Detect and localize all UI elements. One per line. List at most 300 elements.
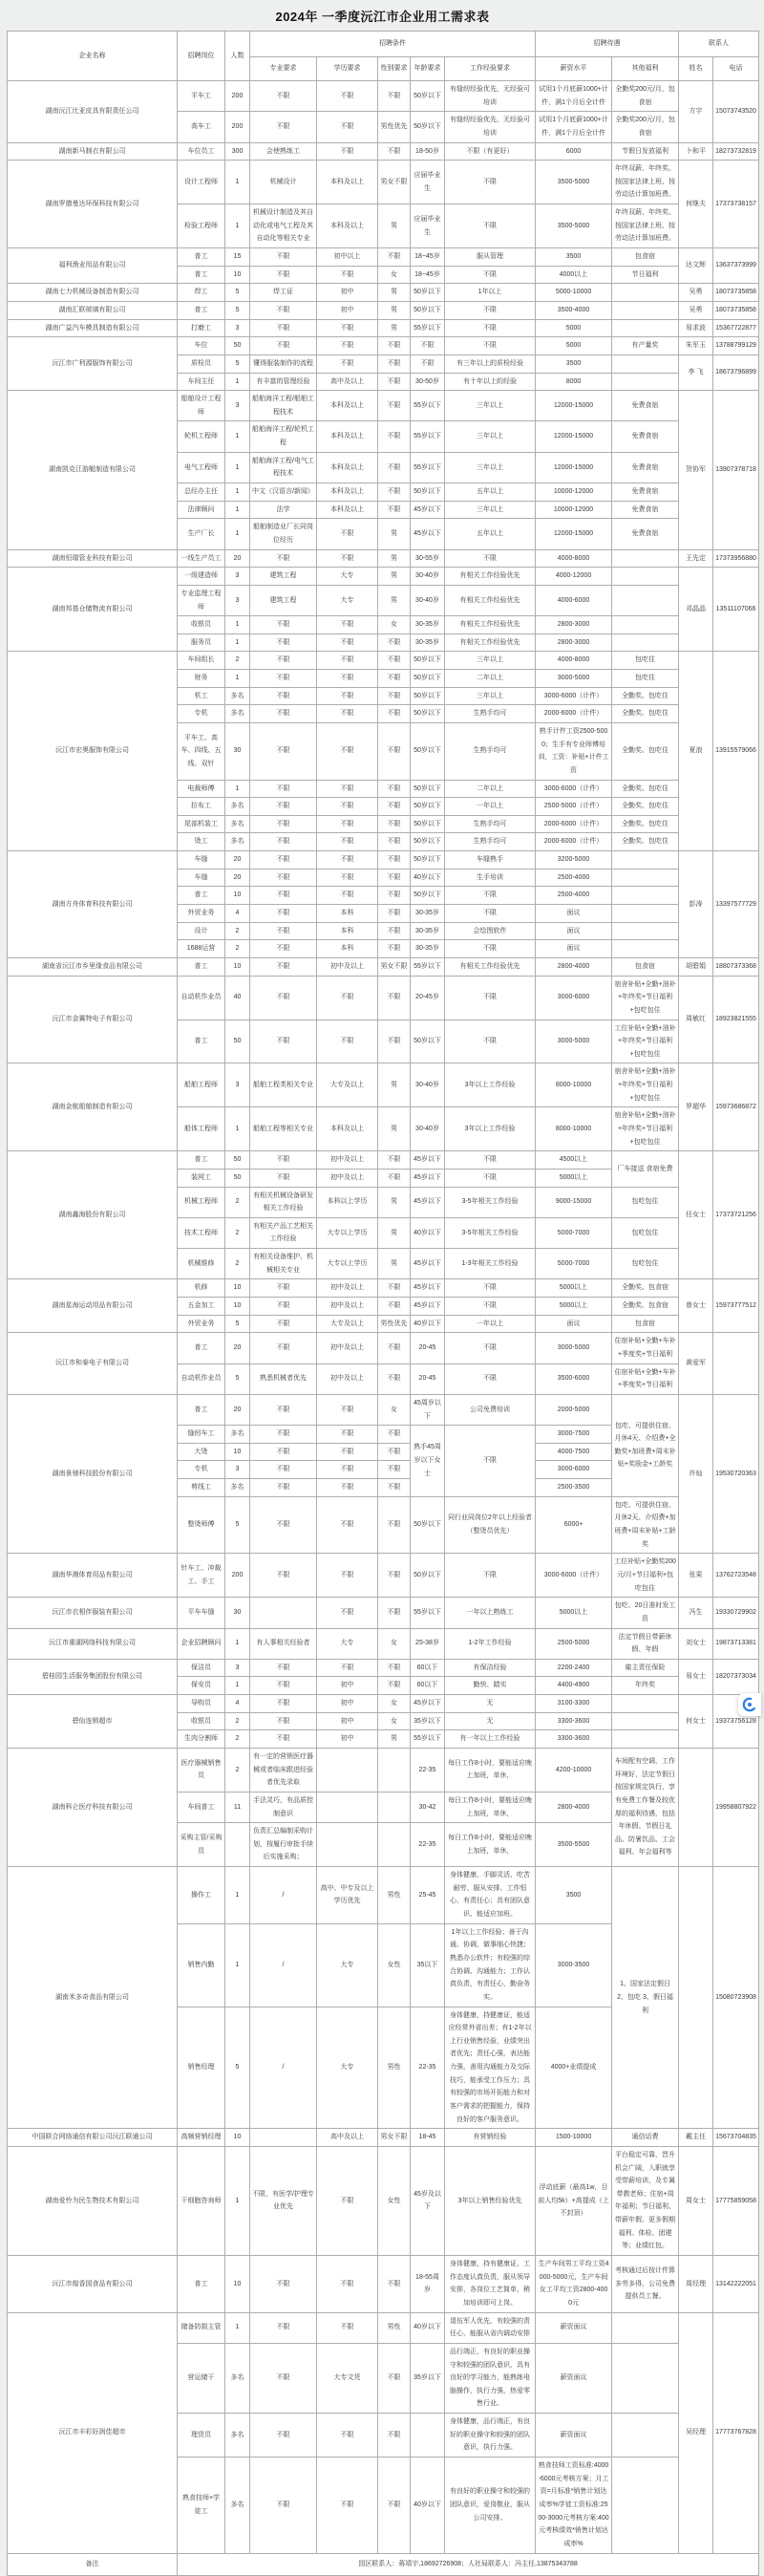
cell-major: 船舶工程类相关专业: [250, 1063, 317, 1107]
cell-position: 装网工: [178, 1169, 225, 1187]
cell-welfare: 包吃包住: [612, 1249, 679, 1279]
cell-major: 不限: [250, 922, 317, 940]
cell-welfare: [612, 940, 679, 958]
cell-count: 3: [225, 1659, 250, 1677]
cell-company: 湖南邦基仓储物流有限公司: [8, 568, 178, 652]
cell-welfare: 全勤奖200元/月，包食宿: [612, 112, 679, 142]
cell-education: 不限: [317, 1426, 378, 1444]
cell-position: 平车工、高车、四线、五线、双针: [178, 722, 225, 780]
cell-major: 不限: [250, 248, 317, 267]
cell-gender: 男: [378, 1107, 411, 1151]
cell-experience: 身体健康、手脚灵活、吃苦耐劳、服从安排、工作恒心、有责任心；具有团队意识、能适应加班。: [445, 1867, 536, 1924]
cell-gender: 男性优先: [378, 112, 411, 142]
cell-education: 本科及以上: [317, 204, 378, 248]
cell-contact-name: 朱军玉: [679, 337, 713, 355]
cell-experience: 生熟手均可: [445, 815, 536, 833]
cell-major: 不限: [250, 549, 317, 568]
cell-age: 30-35岁: [411, 940, 445, 958]
cell-experience: 3年以上工作经验: [445, 1107, 536, 1151]
cell-contact-name: 周经理: [679, 2256, 713, 2313]
cell-position: 平车车缝: [178, 1598, 225, 1628]
cell-count: 2: [225, 1748, 250, 1792]
cell-welfare: 免费食宿: [612, 391, 679, 421]
cell-education: 初中: [317, 1695, 378, 1713]
cell-experience: 3-5年相关工作经验: [445, 1217, 536, 1248]
cell-age: 30-40岁: [411, 585, 445, 615]
cell-contact-phone: 18923821555: [713, 976, 759, 1063]
cell-count: 2: [225, 1187, 250, 1217]
cell-welfare: 工位补贴+全勤+油补+年终奖+节日福利+包吃包住: [612, 1020, 679, 1063]
cell-gender: 不限: [378, 373, 411, 391]
cell-major: 不限: [250, 1677, 317, 1695]
cell-company: 沅江市金翼特电子有限公司: [8, 976, 178, 1063]
cell-major: [250, 2129, 317, 2147]
cell-education: 不限: [317, 1554, 378, 1598]
cell-major: 不限: [250, 1151, 317, 1170]
cell-position: 法律顾问: [178, 501, 225, 519]
cell-gender: 不限: [378, 354, 411, 373]
cell-major: 不限: [250, 851, 317, 869]
cell-experience: 有三年以上的质检经验: [445, 354, 536, 373]
cell-experience: 不限: [445, 161, 536, 204]
cell-welfare: 包吃、可提供住宿、月休4天、介绍费+全勤奖+加班费+周末补贴+奖励金+工龄奖: [612, 1394, 679, 1496]
cell-education: 不限: [317, 266, 378, 284]
cell-education: 高中及以上: [317, 2129, 378, 2147]
cell-experience: 不限: [445, 905, 536, 923]
cell-count: 1: [225, 501, 250, 519]
cell-major: 有相关机械设备研发相关工作经验: [250, 1187, 317, 1217]
cell-salary: 2800-3000: [536, 633, 612, 652]
cell-experience: 每日工作8小时，要能适应晚上加班，单休，: [445, 1823, 536, 1867]
cell-position: 专机: [178, 705, 225, 723]
cell-salary: 熟食技师工资标准:4000-6000元考核方案；月工资=月标准*销售计划达成率%学徒工资标准:2500-3000元考核方案:400元考核绩效*销售计划达成率%: [536, 2458, 612, 2553]
cell-gender: 不限: [378, 687, 411, 705]
cell-major: 不限: [250, 319, 317, 337]
cell-welfare: 住宿补贴+全勤+车补+季度奖+节日福利: [612, 1333, 679, 1363]
cell-gender: 不限: [378, 1363, 411, 1394]
cell-contact-name: 许灿: [679, 1394, 713, 1553]
cell-age: 55岁以下: [411, 421, 445, 452]
cell-welfare: [612, 2414, 679, 2458]
cell-education: 不限: [317, 815, 378, 833]
cell-salary: 5000: [536, 319, 612, 337]
cell-gender: 不限: [378, 2458, 411, 2553]
cell-count: 2: [225, 922, 250, 940]
cell-position: 船舶设计工程师: [178, 391, 225, 421]
cell-count: 5: [225, 301, 250, 319]
cell-salary: 4000+业绩提成: [536, 2007, 612, 2129]
cell-age: 40岁以下: [411, 2458, 445, 2553]
cell-count: 2: [225, 940, 250, 958]
cell-age: 30-35岁: [411, 922, 445, 940]
cell-count: [225, 1823, 250, 1867]
cell-count: 10: [225, 1443, 250, 1461]
cell-welfare: [612, 373, 679, 391]
cell-age: 应届毕业生: [411, 204, 445, 248]
cell-education: 不限: [317, 354, 378, 373]
cell-major: 中文（汉语言/新闻）: [250, 483, 317, 502]
cell-gender: 男: [378, 1249, 411, 1279]
cell-position: 医疗器械销售员: [178, 1748, 225, 1792]
cell-age: 25-45: [411, 1867, 445, 1924]
page-title: 2024年 一季度沅江市企业用工需求表: [275, 10, 490, 24]
cell-welfare: [612, 1712, 679, 1730]
cell-major: 建筑工程: [250, 568, 317, 586]
cell-gender: 男: [378, 568, 411, 586]
cell-experience: 每日工作8小时，要能适应晚上加班，单休，: [445, 1792, 536, 1822]
cell-experience: 不限: [445, 1426, 536, 1497]
cell-education: 不限: [317, 549, 378, 568]
cell-education: 初中: [317, 1677, 378, 1695]
cell-gender: [378, 1748, 411, 1792]
cell-age: 55岁以下: [411, 319, 445, 337]
cell-major: 不限: [250, 1443, 317, 1461]
cell-age: 不限: [411, 354, 445, 373]
cell-major: 不限: [250, 869, 317, 887]
cell-experience: 有良好的职业操守和较强的团队意识，爱岗敬业，服从公司安排。: [445, 2458, 536, 2553]
cell-age: 55岁以下: [411, 957, 445, 976]
cell-age: 30-35岁: [411, 616, 445, 634]
cell-company: 中国联合网络通信有限公司沅江联通公司: [8, 2129, 178, 2147]
cell-count: 3: [225, 1461, 250, 1479]
cell-count: 多名: [225, 1479, 250, 1497]
cell-age: 45岁及以下: [411, 2146, 445, 2255]
cell-count: 1: [225, 483, 250, 502]
cell-gender: 不限: [378, 1496, 411, 1554]
cell-age: 20-45岁: [411, 976, 445, 1020]
cell-contact-phone: 15973777512: [713, 1279, 759, 1333]
cell-contact-name: 卜和平: [679, 142, 713, 161]
cell-gender: 男女不限: [378, 2129, 411, 2147]
cell-welfare: [612, 887, 679, 905]
cell-salary: 3500: [536, 1867, 612, 1924]
cell-count: 200: [225, 1554, 250, 1598]
cell-count: 15: [225, 248, 250, 267]
cell-age: 50岁以下: [411, 483, 445, 502]
cell-position: 保洁员: [178, 1659, 225, 1677]
cell-welfare: [612, 1695, 679, 1713]
cell-position: 普工: [178, 957, 225, 976]
cell-salary: 3000-6000（计件）: [536, 687, 612, 705]
cell-major: 不限: [250, 1659, 317, 1677]
cell-experience: 有一年以上工作经验: [445, 1730, 536, 1749]
cell-experience: 3-5年相关工作经验: [445, 1187, 536, 1217]
cell-education: [317, 1823, 378, 1867]
cell-welfare: 包吃住: [612, 670, 679, 688]
cell-welfare: 全勤奖、包吃住: [612, 780, 679, 798]
cell-experience: 无: [445, 1712, 536, 1730]
cell-experience: 退伍军人优先，有较强的责任心，能服从省内调动安排: [445, 2312, 536, 2343]
cell-age: 18~45岁: [411, 248, 445, 267]
cell-contact-name: [679, 1748, 713, 1866]
cell-gender: 不限: [378, 652, 411, 670]
cell-major: 不限: [250, 2312, 317, 2343]
cell-position: 专业监理工程师: [178, 585, 225, 615]
cell-count: 多名: [225, 2458, 250, 2553]
cell-position: 普工: [178, 887, 225, 905]
cell-welfare: [612, 851, 679, 869]
cell-count: 40: [225, 976, 250, 1020]
table-row: [8, 652, 759, 670]
cell-major: 不限: [250, 940, 317, 958]
cell-age: 50岁以下: [411, 81, 445, 112]
cell-welfare: [612, 1730, 679, 1749]
cell-gender: 不限: [378, 976, 411, 1020]
cell-position: 车缝: [178, 851, 225, 869]
cell-education: 本科: [317, 940, 378, 958]
cell-count: 4: [225, 1695, 250, 1713]
cell-company: 沅江市衣相伴服装有限公司: [8, 1598, 178, 1628]
cell-age: 35以下: [411, 1923, 445, 2007]
cell-welfare: 车间配有空调，工作环境好，法定节假日按国家规定执行，享有免费工作餐及较优厚的福利待遇，包括年休假、节假日礼品、防暑饮品、工会福利、年会福利等: [612, 1748, 679, 1866]
cell-experience: 有相关工作经验优先: [445, 957, 536, 976]
col-company: 企业名称: [8, 32, 178, 81]
cell-gender: 不限: [378, 722, 411, 780]
cell-age: 45岁以下: [411, 1169, 445, 1187]
cell-salary: 8000-10000: [536, 1107, 612, 1151]
cell-salary: 3500: [536, 248, 612, 267]
cell-position: 设计: [178, 922, 225, 940]
cell-age: 40岁以下: [411, 1315, 445, 1333]
cell-contact-name: 方宇: [679, 81, 713, 143]
cell-salary: 薪资面议: [536, 2312, 612, 2343]
cell-major: 不限: [250, 2343, 317, 2413]
cell-experience: 有保洁经验: [445, 1659, 536, 1677]
cell-company: 沅江市重湖网络科技有限公司: [8, 1628, 178, 1659]
cell-education: [317, 1748, 378, 1792]
table-row: [8, 161, 759, 204]
cell-major: 不限: [250, 2256, 317, 2313]
cell-major: 不限: [250, 722, 317, 780]
cell-age: 60以下: [411, 1677, 445, 1695]
cell-welfare: 节日福利: [612, 266, 679, 284]
cell-gender: 不限: [378, 887, 411, 905]
cell-salary: 2000-6000（计件）: [536, 815, 612, 833]
cell-count: 1: [225, 421, 250, 452]
cell-count: 多名: [225, 687, 250, 705]
cell-count: 多名: [225, 705, 250, 723]
cell-experience: 1年以上工作经验；善于沟通、协调，做事细心快捷；熟悉办公软件；有较强的综合协调、沟通能力；工作认真负责，有责任心，勤奋务实。: [445, 1923, 536, 2007]
cell-age: 60以下: [411, 1659, 445, 1677]
cell-experience: 同行业同岗位2年以上经验者（整烫员优先）: [445, 1496, 536, 1554]
cell-major: 不限: [250, 1496, 317, 1554]
cell-gender: 不限: [378, 833, 411, 851]
cell-contact-name: 吴经理: [679, 2312, 713, 2553]
cell-major: 焊工证: [250, 284, 317, 302]
cell-contact-name: 易女士: [679, 1659, 713, 1694]
cell-position: 电裁师傅: [178, 780, 225, 798]
cell-gender: 不限: [378, 1461, 411, 1479]
cell-major: 不限: [250, 633, 317, 652]
cell-gender: 不限: [378, 1479, 411, 1497]
cell-major: 不限: [250, 705, 317, 723]
cell-major: 不限: [250, 1461, 317, 1479]
col-welfare: 其他福利: [612, 57, 679, 81]
cell-age: 35岁以下: [411, 2343, 445, 2413]
cell-position: 一级建造师: [178, 568, 225, 586]
cell-count: 20: [225, 851, 250, 869]
cell-position: 船体工程师: [178, 1107, 225, 1151]
cell-major: 不限: [250, 1279, 317, 1298]
cell-gender: 不限: [378, 1020, 411, 1063]
cell-education: 不限: [317, 112, 378, 142]
table-row: [8, 301, 759, 319]
cell-company: 湖南七力机械设备制造有限公司: [8, 284, 178, 302]
cell-experience: 不限: [445, 1169, 536, 1187]
cell-position: 保安员: [178, 1677, 225, 1695]
cell-company: 湖南沅江比亚皮具有限责任公司: [8, 81, 178, 143]
cell-education: 不限: [317, 833, 378, 851]
cell-gender: 男: [378, 519, 411, 549]
cell-salary: 3000-6000: [536, 1461, 612, 1479]
cell-salary: 2500-5000: [536, 1628, 612, 1659]
cell-salary: 3500-4000: [536, 301, 612, 319]
cell-company: 福利渔业用品有限公司: [8, 248, 178, 284]
cell-salary: 3300-3600: [536, 1730, 612, 1749]
cell-experience: 品行端正，有良好的职业操守和较强的团队意识，具有良好的学习能力，能熟练电脑操作，执行力强，热爱零售行业。: [445, 2343, 536, 2413]
cell-experience: 不限: [445, 940, 536, 958]
cell-salary: 5000: [536, 337, 612, 355]
cell-salary: 薪资面议: [536, 2343, 612, 2413]
cell-major: 不限: [250, 1554, 317, 1598]
cell-count: 1: [225, 616, 250, 634]
cell-salary: 3200-5000: [536, 851, 612, 869]
cell-welfare: 雇主责任保险: [612, 1659, 679, 1677]
cell-age: 55岁以下: [411, 1730, 445, 1749]
cell-position: 车间普工: [178, 1792, 225, 1822]
cell-gender: 不限: [378, 780, 411, 798]
floating-assistant-widget[interactable]: [738, 1693, 761, 1716]
cell-experience: 生熟手均可: [445, 833, 536, 851]
cell-count: 10: [225, 266, 250, 284]
cell-education: 不限: [317, 519, 378, 549]
cell-contact-name: 邓晶晶: [679, 568, 713, 652]
cell-major: 不限: [250, 1020, 317, 1063]
cell-major: 不限: [250, 905, 317, 923]
cell-count: 1: [225, 2312, 250, 2343]
cell-gender: 男: [378, 549, 411, 568]
cell-welfare: 全勤奖、包吃住: [612, 815, 679, 833]
cell-contact-phone: 15973686872: [713, 1063, 759, 1151]
cell-company: 湖南爱怜为民生物技术有限公司: [8, 2146, 178, 2255]
col-name: 姓名: [679, 57, 713, 81]
cell-education: 高中及以上: [317, 373, 378, 391]
cell-education: 不限: [317, 1443, 378, 1461]
col-position: 招聘岗位: [178, 32, 225, 81]
cell-count: 200: [225, 112, 250, 142]
cell-gender: 女: [378, 266, 411, 284]
cell-experience: 有缝纫经验优先，无经验可培训: [445, 81, 536, 112]
cell-count: 5: [225, 354, 250, 373]
table-row: [8, 2146, 759, 2255]
cell-contact-name: 吴勇: [679, 284, 713, 302]
cell-major: 不限: [250, 301, 317, 319]
cell-position: 收银员: [178, 1712, 225, 1730]
cell-salary: 2200-2400: [536, 1659, 612, 1677]
cell-contact-phone: 19530720363: [713, 1394, 759, 1553]
cell-position: 拉布工: [178, 798, 225, 816]
table-row: [8, 337, 759, 355]
cell-education: 初中及以上: [317, 1333, 378, 1363]
cell-education: 不限: [317, 705, 378, 723]
cell-contact-name: [679, 1867, 713, 2129]
cell-education: 不限: [317, 2458, 378, 2553]
cell-salary: 2500-4000: [536, 887, 612, 905]
cell-education: 初中及以上: [317, 957, 378, 976]
cell-salary: 2500-3500: [536, 1479, 612, 1497]
cell-gender: 男: [378, 301, 411, 319]
cell-age: 55岁以下: [411, 1598, 445, 1628]
cell-age: 22-35: [411, 1823, 445, 1867]
cell-count: 1: [225, 633, 250, 652]
col-salary: 薪资水平: [536, 57, 612, 81]
cell-welfare: [612, 284, 679, 302]
cell-contact-phone: 18673796899: [713, 354, 759, 390]
cell-welfare: [612, 616, 679, 634]
cell-welfare: 节假日发放福利: [612, 142, 679, 161]
cell-welfare: 通信话费: [612, 2129, 679, 2147]
cell-salary: 12000-15000: [536, 391, 612, 421]
cell-position: 质检员: [178, 354, 225, 373]
cell-count: 10: [225, 2256, 250, 2313]
cell-position: 生产厂长: [178, 519, 225, 549]
cell-education: 不限: [317, 2146, 378, 2255]
cell-count: 1: [225, 452, 250, 483]
cell-gender: 不限: [378, 2343, 411, 2413]
cell-count: 多名: [225, 798, 250, 816]
cell-experience: 公司免费培训: [445, 1394, 536, 1425]
cell-age: 22-35: [411, 2007, 445, 2129]
cell-age: 18-50岁: [411, 142, 445, 161]
cell-age: 熟手45周岁以下女士: [411, 1426, 445, 1497]
cell-gender: 不限: [378, 501, 411, 519]
cell-position: 销售经理: [178, 2007, 225, 2129]
cell-welfare: 宿舍补贴+全勤+油补+年终奖+节日福利+包吃包住: [612, 1107, 679, 1151]
cell-company: 沅江市广利源服饰有限公司: [8, 337, 178, 391]
cell-position: 技术工程师: [178, 1217, 225, 1248]
cell-gender: 男: [378, 1187, 411, 1217]
cell-major: 有人事相关经验者: [250, 1628, 317, 1659]
cell-position: 外贸业务: [178, 1315, 225, 1333]
cell-major: 不限: [250, 1169, 317, 1187]
cell-contact-phone: 17373956880: [713, 549, 759, 568]
cell-count: 10: [225, 957, 250, 976]
cell-major: 不限: [250, 1730, 317, 1749]
cell-experience: 三年以上: [445, 501, 536, 519]
cell-major: 船舶工程等相关专业: [250, 1107, 317, 1151]
cell-major: 不限: [250, 780, 317, 798]
cell-experience: 不限（有更好）: [445, 142, 536, 161]
cell-gender: 女性: [378, 1923, 411, 2007]
cell-experience: 1-3年相关工作经验: [445, 1249, 536, 1279]
cell-gender: 男: [378, 204, 411, 248]
cell-contact-phone: 15673704835: [713, 2129, 759, 2147]
cell-experience: 车缝熟手: [445, 851, 536, 869]
cell-education: 本科及以上: [317, 483, 378, 502]
cell-major: 建筑工程: [250, 585, 317, 615]
cell-welfare: 免费食宿: [612, 421, 679, 452]
cell-contact-phone: 17773767828: [713, 2312, 759, 2553]
cell-company: 湖南米多奇食品有限公司: [8, 1867, 178, 2129]
table-row: [8, 2256, 759, 2313]
cell-major: 有丰富的管理经验: [250, 373, 317, 391]
cell-experience: 会绘图软件: [445, 922, 536, 940]
cell-salary: 5000-7000: [536, 1249, 612, 1279]
cell-experience: 服从管理: [445, 248, 536, 267]
cell-contact-name: 周敏红: [679, 976, 713, 1063]
cell-major: 不限: [250, 887, 317, 905]
cell-major: 不限: [250, 1695, 317, 1713]
